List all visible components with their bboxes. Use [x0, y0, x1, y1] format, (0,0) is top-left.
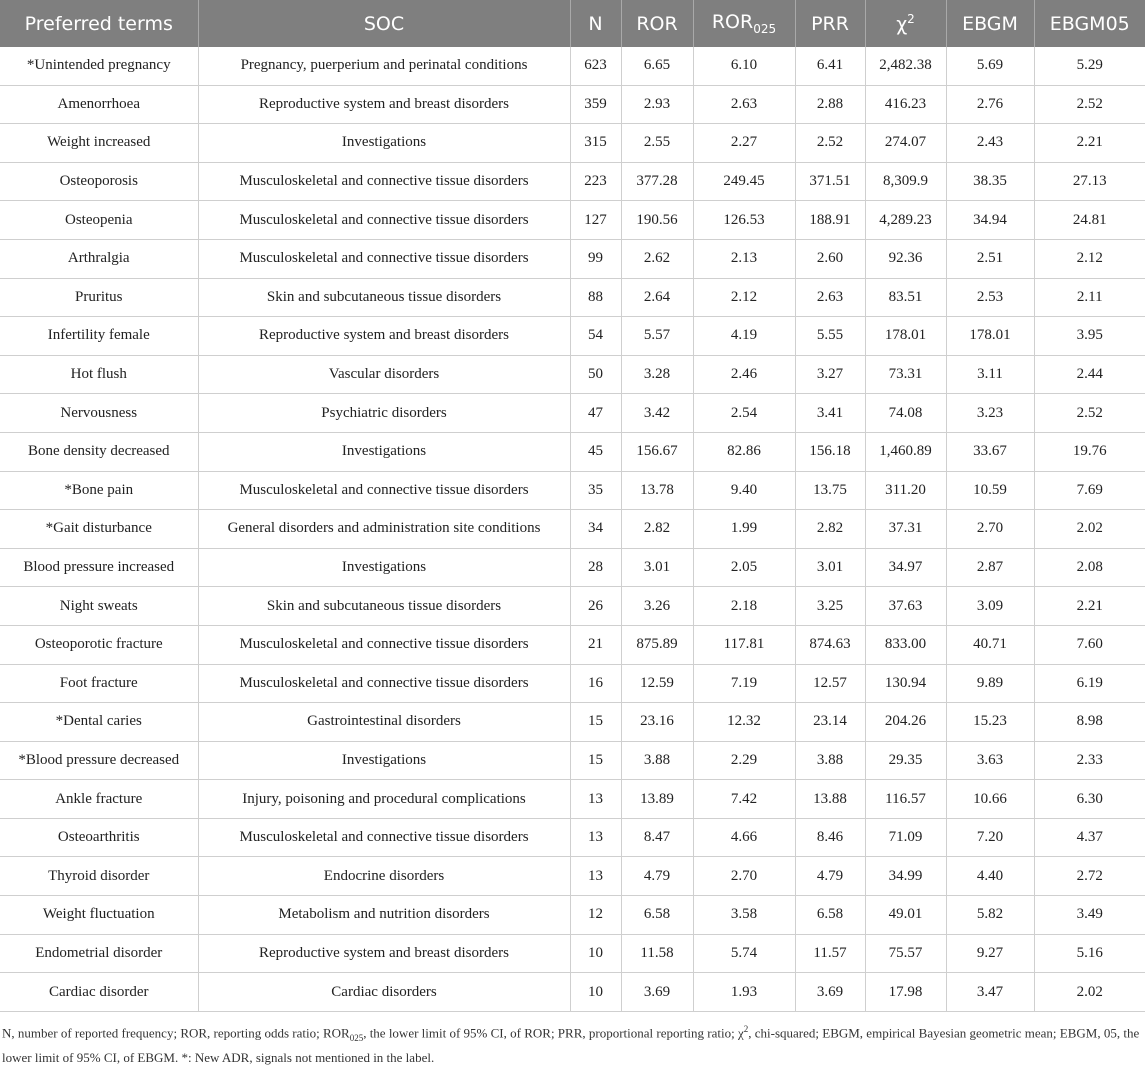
- cell-term: Osteoporotic fracture: [0, 625, 198, 664]
- cell-soc: Cardiac disorders: [198, 973, 570, 1012]
- cell-prr: 13.88: [795, 780, 865, 819]
- cell-ebgm05: 2.02: [1034, 973, 1145, 1012]
- header-ror025-sub: 025: [753, 21, 777, 36]
- cell-ebgm: 2.51: [946, 239, 1034, 278]
- cell-ror025: 2.18: [693, 587, 795, 626]
- cell-n: 34: [570, 510, 621, 549]
- cell-prr: 6.58: [795, 896, 865, 935]
- table-row: [0, 818, 1145, 857]
- cell-chi2: 833.00: [865, 625, 946, 664]
- cell-ebgm05: 4.37: [1034, 818, 1145, 857]
- cell-ebgm: 2.87: [946, 548, 1034, 587]
- header-soc: SOC: [198, 0, 570, 47]
- table-row: [0, 548, 1145, 587]
- cell-prr: 2.82: [795, 510, 865, 549]
- table-row: [0, 239, 1145, 278]
- cell-ror025: 82.86: [693, 432, 795, 471]
- header-ror025: [693, 0, 795, 47]
- cell-prr: 2.52: [795, 124, 865, 163]
- cell-soc: Psychiatric disorders: [198, 394, 570, 433]
- cell-chi2: 4,289.23: [865, 201, 946, 240]
- cell-ror: 13.89: [621, 780, 693, 819]
- cell-ror025: 2.13: [693, 239, 795, 278]
- cell-ebgm: 7.20: [946, 818, 1034, 857]
- cell-ebgm: 3.63: [946, 741, 1034, 780]
- cell-chi2: 49.01: [865, 896, 946, 935]
- cell-term: Weight increased: [0, 124, 198, 163]
- header-chi-base: χ: [896, 13, 908, 36]
- table-row: [0, 934, 1145, 973]
- cell-ror: 11.58: [621, 934, 693, 973]
- footnote-sup: 2: [743, 1023, 749, 1034]
- table-row: [0, 394, 1145, 433]
- cell-term: Infertility female: [0, 317, 198, 356]
- cell-chi2: 311.20: [865, 471, 946, 510]
- cell-ror025: 126.53: [693, 201, 795, 240]
- cell-term: Osteoarthritis: [0, 818, 198, 857]
- table-row: [0, 47, 1145, 85]
- cell-prr: 11.57: [795, 934, 865, 973]
- table-row: [0, 85, 1145, 124]
- cell-ebgm: 5.69: [946, 47, 1034, 85]
- cell-ror025: 1.99: [693, 510, 795, 549]
- cell-ebgm05: 19.76: [1034, 432, 1145, 471]
- cell-prr: 3.27: [795, 355, 865, 394]
- cell-prr: 8.46: [795, 818, 865, 857]
- cell-ebgm: 3.47: [946, 973, 1034, 1012]
- cell-chi2: 17.98: [865, 973, 946, 1012]
- cell-soc: Investigations: [198, 548, 570, 587]
- cell-chi2: 29.35: [865, 741, 946, 780]
- cell-ror: 13.78: [621, 471, 693, 510]
- footnote-part-2: , the lower limit of 95% CI, of ROR; PRR, proportional reporting ratio; χ: [363, 1025, 744, 1041]
- cell-term: Thyroid disorder: [0, 857, 198, 896]
- cell-ebgm05: 2.21: [1034, 587, 1145, 626]
- cell-chi2: 92.36: [865, 239, 946, 278]
- cell-chi2: 1,460.89: [865, 432, 946, 471]
- table-row: [0, 741, 1145, 780]
- cell-n: 10: [570, 973, 621, 1012]
- cell-chi2: 416.23: [865, 85, 946, 124]
- cell-ror: 4.79: [621, 857, 693, 896]
- header-ror: ROR: [621, 0, 693, 47]
- cell-chi2: 2,482.38: [865, 47, 946, 85]
- cell-ebgm05: 5.16: [1034, 934, 1145, 973]
- cell-term: Hot flush: [0, 355, 198, 394]
- cell-soc: Investigations: [198, 432, 570, 471]
- cell-ror025: 2.27: [693, 124, 795, 163]
- cell-ror: 12.59: [621, 664, 693, 703]
- cell-chi2: 73.31: [865, 355, 946, 394]
- cell-ror: 3.42: [621, 394, 693, 433]
- cell-ebgm05: 2.44: [1034, 355, 1145, 394]
- cell-prr: 12.57: [795, 664, 865, 703]
- cell-soc: Investigations: [198, 124, 570, 163]
- table-row: [0, 201, 1145, 240]
- cell-n: 15: [570, 703, 621, 742]
- cell-ror: 5.57: [621, 317, 693, 356]
- cell-prr: 2.88: [795, 85, 865, 124]
- cell-ebgm05: 2.52: [1034, 85, 1145, 124]
- table-row: [0, 432, 1145, 471]
- cell-n: 15: [570, 741, 621, 780]
- cell-ror025: 7.42: [693, 780, 795, 819]
- cell-prr: 3.25: [795, 587, 865, 626]
- cell-ror025: 2.46: [693, 355, 795, 394]
- cell-ebgm: 2.76: [946, 85, 1034, 124]
- cell-ror025: 2.70: [693, 857, 795, 896]
- cell-ebgm: 178.01: [946, 317, 1034, 356]
- cell-soc: Musculoskeletal and connective tissue disorders: [198, 239, 570, 278]
- cell-prr: 188.91: [795, 201, 865, 240]
- table-row: [0, 703, 1145, 742]
- cell-ebgm05: 2.12: [1034, 239, 1145, 278]
- cell-ror: 8.47: [621, 818, 693, 857]
- header-n: N: [570, 0, 621, 47]
- header-ebgm: EBGM: [946, 0, 1034, 47]
- cell-n: 26: [570, 587, 621, 626]
- cell-chi2: 74.08: [865, 394, 946, 433]
- cell-prr: 2.60: [795, 239, 865, 278]
- header-prr: PRR: [795, 0, 865, 47]
- cell-n: 88: [570, 278, 621, 317]
- cell-chi2: 71.09: [865, 818, 946, 857]
- cell-chi2: 37.31: [865, 510, 946, 549]
- cell-term: *Unintended pregnancy: [0, 47, 198, 85]
- cell-prr: 371.51: [795, 162, 865, 201]
- cell-ebgm05: 2.33: [1034, 741, 1145, 780]
- cell-soc: Vascular disorders: [198, 355, 570, 394]
- cell-chi2: 8,309.9: [865, 162, 946, 201]
- cell-n: 16: [570, 664, 621, 703]
- cell-soc: Reproductive system and breast disorders: [198, 934, 570, 973]
- cell-chi2: 274.07: [865, 124, 946, 163]
- cell-ebgm: 2.43: [946, 124, 1034, 163]
- cell-soc: Injury, poisoning and procedural complications: [198, 780, 570, 819]
- cell-ebgm05: 6.19: [1034, 664, 1145, 703]
- cell-ror025: 6.10: [693, 47, 795, 85]
- table-row: [0, 124, 1145, 163]
- cell-ror025: 1.93: [693, 973, 795, 1012]
- table-row: [0, 162, 1145, 201]
- cell-ror025: 117.81: [693, 625, 795, 664]
- cell-prr: 23.14: [795, 703, 865, 742]
- header-row: [0, 0, 1145, 47]
- cell-ebgm: 3.23: [946, 394, 1034, 433]
- cell-ror025: 249.45: [693, 162, 795, 201]
- cell-soc: Reproductive system and breast disorders: [198, 85, 570, 124]
- cell-ebgm05: 2.21: [1034, 124, 1145, 163]
- cell-ror025: 4.19: [693, 317, 795, 356]
- cell-ebgm: 3.11: [946, 355, 1034, 394]
- cell-ror: 2.62: [621, 239, 693, 278]
- cell-n: 13: [570, 857, 621, 896]
- cell-prr: 3.01: [795, 548, 865, 587]
- cell-ebgm: 4.40: [946, 857, 1034, 896]
- cell-term: Amenorrhoea: [0, 85, 198, 124]
- cell-ebgm: 38.35: [946, 162, 1034, 201]
- cell-term: Pruritus: [0, 278, 198, 317]
- header-chi-squared: [865, 0, 946, 47]
- cell-term: Weight fluctuation: [0, 896, 198, 935]
- cell-ebgm: 10.66: [946, 780, 1034, 819]
- cell-term: Cardiac disorder: [0, 973, 198, 1012]
- cell-ror025: 2.29: [693, 741, 795, 780]
- cell-ror025: 4.66: [693, 818, 795, 857]
- cell-ebgm: 2.53: [946, 278, 1034, 317]
- cell-prr: 3.69: [795, 973, 865, 1012]
- cell-n: 12: [570, 896, 621, 935]
- cell-ror025: 12.32: [693, 703, 795, 742]
- table-body: [0, 47, 1145, 1011]
- cell-chi2: 75.57: [865, 934, 946, 973]
- cell-soc: Skin and subcutaneous tissue disorders: [198, 278, 570, 317]
- footnote-part-1: N, number of reported frequency; ROR, reporting odds ratio; ROR: [2, 1025, 350, 1041]
- table-row: [0, 317, 1145, 356]
- cell-ror: 3.01: [621, 548, 693, 587]
- cell-term: Ankle fracture: [0, 780, 198, 819]
- cell-chi2: 83.51: [865, 278, 946, 317]
- cell-ebgm05: 2.72: [1034, 857, 1145, 896]
- cell-soc: Musculoskeletal and connective tissue disorders: [198, 625, 570, 664]
- cell-n: 13: [570, 818, 621, 857]
- cell-ror: 3.26: [621, 587, 693, 626]
- cell-ebgm05: 2.11: [1034, 278, 1145, 317]
- cell-ebgm: 10.59: [946, 471, 1034, 510]
- cell-prr: 3.41: [795, 394, 865, 433]
- cell-ebgm: 9.89: [946, 664, 1034, 703]
- cell-soc: Endocrine disorders: [198, 857, 570, 896]
- cell-soc: Investigations: [198, 741, 570, 780]
- cell-term: Nervousness: [0, 394, 198, 433]
- cell-ror025: 5.74: [693, 934, 795, 973]
- cell-ebgm05: 7.60: [1034, 625, 1145, 664]
- cell-term: Blood pressure increased: [0, 548, 198, 587]
- cell-soc: Skin and subcutaneous tissue disorders: [198, 587, 570, 626]
- cell-chi2: 34.97: [865, 548, 946, 587]
- cell-ror025: 2.05: [693, 548, 795, 587]
- table-row: [0, 625, 1145, 664]
- cell-ebgm05: 3.95: [1034, 317, 1145, 356]
- cell-chi2: 34.99: [865, 857, 946, 896]
- cell-n: 10: [570, 934, 621, 973]
- cell-prr: 156.18: [795, 432, 865, 471]
- cell-ror: 156.67: [621, 432, 693, 471]
- header-ebgm05: EBGM05: [1034, 0, 1145, 47]
- cell-ror: 875.89: [621, 625, 693, 664]
- cell-ebgm05: 6.30: [1034, 780, 1145, 819]
- cell-soc: Reproductive system and breast disorders: [198, 317, 570, 356]
- cell-ebgm05: 24.81: [1034, 201, 1145, 240]
- cell-term: *Dental caries: [0, 703, 198, 742]
- cell-soc: Musculoskeletal and connective tissue disorders: [198, 471, 570, 510]
- cell-ror: 6.65: [621, 47, 693, 85]
- cell-ror: 3.28: [621, 355, 693, 394]
- cell-term: Osteoporosis: [0, 162, 198, 201]
- cell-ror: 23.16: [621, 703, 693, 742]
- cell-n: 54: [570, 317, 621, 356]
- cell-soc: Metabolism and nutrition disorders: [198, 896, 570, 935]
- cell-ebgm: 33.67: [946, 432, 1034, 471]
- table-row: [0, 857, 1145, 896]
- cell-term: Osteopenia: [0, 201, 198, 240]
- cell-ebgm05: 2.52: [1034, 394, 1145, 433]
- cell-ebgm05: 2.02: [1034, 510, 1145, 549]
- cell-n: 50: [570, 355, 621, 394]
- cell-ror025: 2.12: [693, 278, 795, 317]
- table-row: [0, 664, 1145, 703]
- cell-n: 45: [570, 432, 621, 471]
- cell-n: 315: [570, 124, 621, 163]
- cell-soc: Gastrointestinal disorders: [198, 703, 570, 742]
- table-row: [0, 587, 1145, 626]
- cell-ror: 6.58: [621, 896, 693, 935]
- table-row: [0, 896, 1145, 935]
- cell-ror: 3.69: [621, 973, 693, 1012]
- cell-ror: 2.93: [621, 85, 693, 124]
- cell-ebgm: 40.71: [946, 625, 1034, 664]
- cell-ror: 190.56: [621, 201, 693, 240]
- cell-term: Night sweats: [0, 587, 198, 626]
- cell-n: 28: [570, 548, 621, 587]
- cell-n: 127: [570, 201, 621, 240]
- cell-ror: 2.55: [621, 124, 693, 163]
- cell-n: 13: [570, 780, 621, 819]
- cell-n: 223: [570, 162, 621, 201]
- cell-soc: Musculoskeletal and connective tissue disorders: [198, 818, 570, 857]
- cell-n: 47: [570, 394, 621, 433]
- cell-term: Foot fracture: [0, 664, 198, 703]
- cell-soc: Musculoskeletal and connective tissue disorders: [198, 162, 570, 201]
- cell-prr: 3.88: [795, 741, 865, 780]
- cell-prr: 4.79: [795, 857, 865, 896]
- cell-ebgm05: 2.08: [1034, 548, 1145, 587]
- cell-ebgm05: 7.69: [1034, 471, 1145, 510]
- table-row: [0, 471, 1145, 510]
- cell-ror025: 7.19: [693, 664, 795, 703]
- cell-ebgm05: 5.29: [1034, 47, 1145, 85]
- cell-prr: 13.75: [795, 471, 865, 510]
- cell-n: 359: [570, 85, 621, 124]
- table-row: [0, 973, 1145, 1012]
- header-chi-sup: 2: [907, 11, 915, 26]
- cell-ror: 2.64: [621, 278, 693, 317]
- cell-prr: 2.63: [795, 278, 865, 317]
- table-row: [0, 510, 1145, 549]
- cell-chi2: 116.57: [865, 780, 946, 819]
- cell-ebgm: 3.09: [946, 587, 1034, 626]
- cell-term: Endometrial disorder: [0, 934, 198, 973]
- cell-ebgm05: 3.49: [1034, 896, 1145, 935]
- cell-ror: 377.28: [621, 162, 693, 201]
- cell-term: *Blood pressure decreased: [0, 741, 198, 780]
- cell-soc: Musculoskeletal and connective tissue disorders: [198, 201, 570, 240]
- cell-n: 623: [570, 47, 621, 85]
- cell-ebgm: 34.94: [946, 201, 1034, 240]
- cell-ebgm: 5.82: [946, 896, 1034, 935]
- cell-chi2: 130.94: [865, 664, 946, 703]
- cell-n: 21: [570, 625, 621, 664]
- header-ror025-base: ROR: [711, 11, 754, 34]
- cell-term: *Bone pain: [0, 471, 198, 510]
- cell-chi2: 204.26: [865, 703, 946, 742]
- cell-ror025: 2.63: [693, 85, 795, 124]
- cell-ror025: 9.40: [693, 471, 795, 510]
- cell-ebgm05: 8.98: [1034, 703, 1145, 742]
- cell-ebgm: 15.23: [946, 703, 1034, 742]
- cell-ror: 2.82: [621, 510, 693, 549]
- cell-term: Bone density decreased: [0, 432, 198, 471]
- footnote-part-3: , chi-squared; EBGM, empirical Bayesian geometric mean; EBGM, 05, the lower limit of 95% CI, of EBGM. *: New ADR, signals not mentioned in the label.: [2, 1025, 1140, 1065]
- cell-ebgm: 2.70: [946, 510, 1034, 549]
- cell-prr: 6.41: [795, 47, 865, 85]
- cell-chi2: 37.63: [865, 587, 946, 626]
- cell-ror025: 3.58: [693, 896, 795, 935]
- header-preferred-terms: Preferred terms: [0, 0, 198, 47]
- cell-n: 35: [570, 471, 621, 510]
- cell-soc: General disorders and administration site conditions: [198, 510, 570, 549]
- table-row: [0, 355, 1145, 394]
- cell-prr: 5.55: [795, 317, 865, 356]
- cell-chi2: 178.01: [865, 317, 946, 356]
- cell-soc: Musculoskeletal and connective tissue disorders: [198, 664, 570, 703]
- cell-n: 99: [570, 239, 621, 278]
- cell-ebgm05: 27.13: [1034, 162, 1145, 201]
- cell-ebgm: 9.27: [946, 934, 1034, 973]
- cell-term: Arthralgia: [0, 239, 198, 278]
- table-row: [0, 278, 1145, 317]
- cell-soc: Pregnancy, puerperium and perinatal conditions: [198, 47, 570, 85]
- cell-term: *Gait disturbance: [0, 510, 198, 549]
- table-row: [0, 780, 1145, 819]
- footnote-sub: 025: [349, 1032, 364, 1043]
- cell-prr: 874.63: [795, 625, 865, 664]
- table-footnote: [0, 1012, 1145, 1067]
- cell-ror: 3.88: [621, 741, 693, 780]
- cell-ror025: 2.54: [693, 394, 795, 433]
